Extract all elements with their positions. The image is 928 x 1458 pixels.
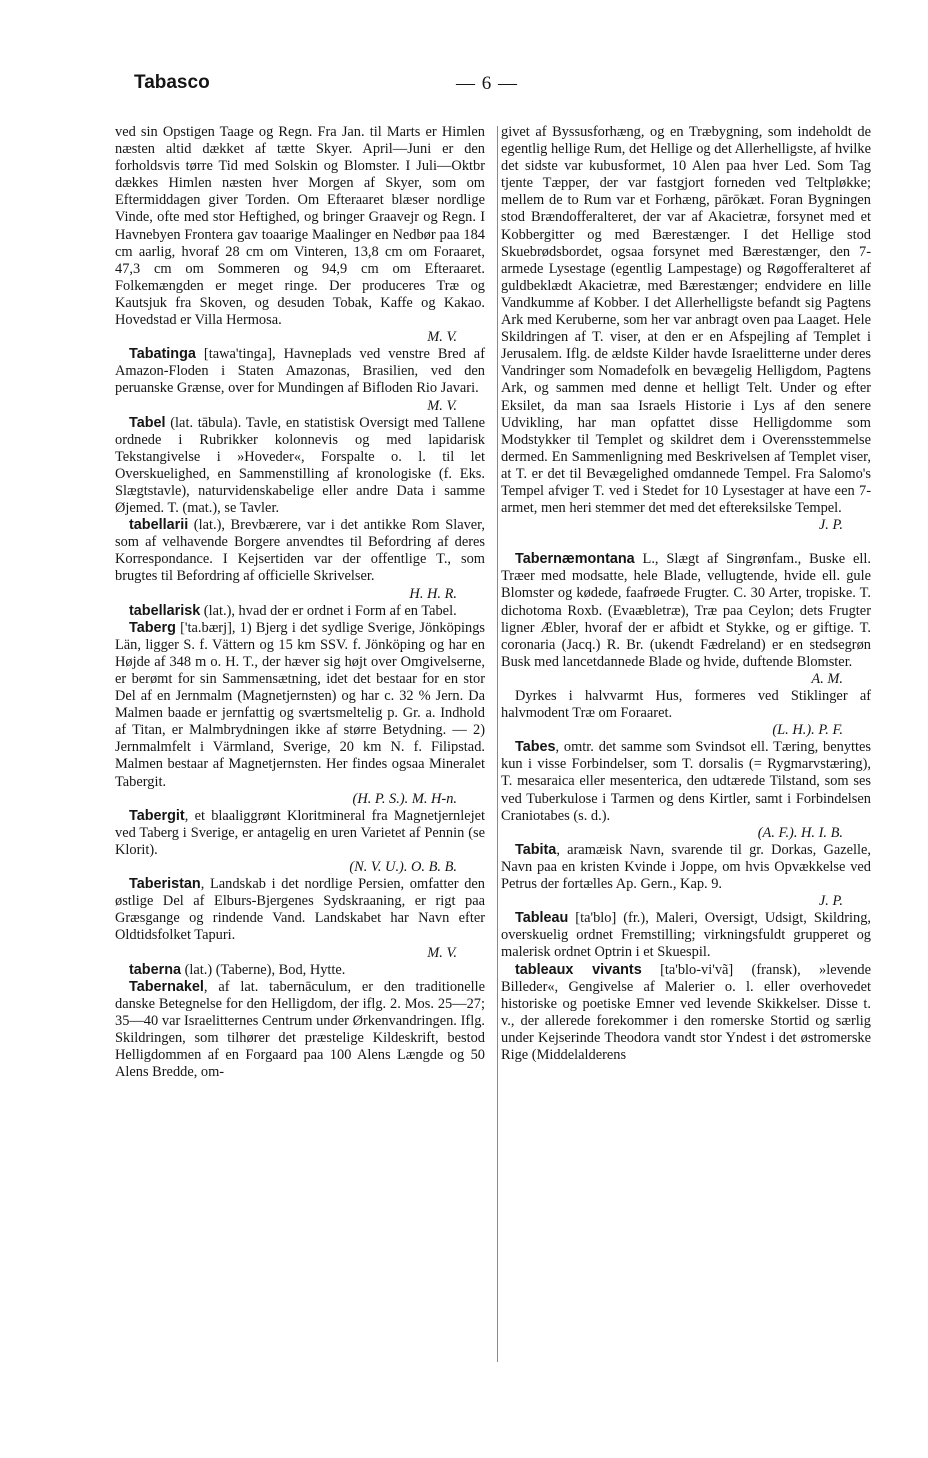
entry-text: [ta'blo-vi'vã] (fransk), »levende Billeder«, Gengivelse af Malerier o. l. eller overhovedet historiske og poetiske Emner ved levende Skikkelser. Disse t. v., der allerede forekommer i den romerske Stortid og særlig under Kejserinde Theodora vandt stor Yndest i det østromerske Rige (Middelalderens <box>501 961 871 1063</box>
author-signature: M. V. <box>427 329 457 346</box>
entry-text: (lat.) (Taberne), Bod, Hytte. <box>180 961 346 978</box>
entry-headword: Tabergit <box>129 807 185 824</box>
column-divider <box>497 126 498 1362</box>
entry-headword: Tableau <box>515 910 569 927</box>
page-title: Tabasco <box>134 72 210 93</box>
entry-text: Dyrkes i halvvarmt Hus, formeres ved Stiklinger af halvmodent Træ om Foraaret. <box>501 688 871 722</box>
entry-text: , Landskab i det nordlige Persien, omfatter den østlige Del af Elburs-Bjergenes Sydskraaning, er rigt paa Græsgange og rindende Vand. Landskabet har Navn efter Oldtidsfolket Tapuri. <box>115 876 485 944</box>
entry-text: ved sin Opstigen Taage og Regn. Fra Jan. til Marts er Himlen næsten altid dækket af tætte Skyer. April—Juni er den forholdsvis tørre Tid med Solskin og Blomster. I Juli—Oktbr dækkes Himlen næsten hver Morgen af Skyer, som om Eftermiddagen giver Torden. Om Efteraaret blæser nordlige Vinde, ofte med stor Heftighed, og bringer Graavejr og Regn. I Havnebyen Frontera gav toaarige Maalinger en Nedbør paa 184 cm aarlig, hvoraf 28 cm om Vinteren, 13,8 cm om Foraaret, 47,3 cm om Sommeren og 94,9 cm om Efteraaret. Folkemængden er meget ringe. Der produceres Træ og Kautsjuk fra Skoven, og desuden Tobak, Kaffe og Kakao. Hovedstad er Villa Hermosa. <box>115 124 485 329</box>
author-signature: (N. V. U.). O. B. B. <box>349 859 457 876</box>
entry-tableaux-vivants <box>501 962 871 1065</box>
entry-tabes <box>501 739 871 824</box>
entry-text: L., Slægt af Singrønfam., Buske ell. Træer med modsatte, hele Blade, vellugtende, hvide ell. gule Blomster og kødede, faafrøede Frugter. C. 30 Arter, tropiske. T. dichotoma Roxb. (Evaæbletræ), Træ paa Ceylon; dets Frugter ligner Æbler, hvoraf der er afbidt et Stykke, og er giftige. T. coronaria (Jacq.) R. Br. (ukendt Fædreland) er en stedsegrøn Busk med lancetdannede Blade og hvide, duftende Blomster. <box>501 551 871 670</box>
entry-text: , omtr. det samme som Svindsot ell. Tæring, benyttes kun i visse Forbindelser, som T. dorsalis (= Rygmarvstæring), T. mesaraica eller mesenterica, den udtærede Tilstand, som ses ved Tuberkulose i Tarmen og dens Kirtler, samt i Forbindelsen Craniotabes (s. d.). <box>501 739 871 824</box>
right-column <box>501 124 871 1064</box>
entry-text: , aramæisk Navn, svarende til gr. Dorkas, Gazelle, Navn paa en kristen Kvinde i Joppe, om hvis Opvækkelse ved Petrus der fortælles Ap. Gern., Kap. 9. <box>501 841 871 893</box>
entry-headword: Tabel <box>129 414 166 431</box>
entry-headword: tableaux vivants <box>515 961 642 978</box>
entry-tabernaemontana-cultivation <box>501 688 871 722</box>
entry-tabernaemontana <box>501 551 871 671</box>
entry-text: , af lat. tabernāculum, er den traditionelle danske Betegnelse for den Helligdom, der iflg. 2. Mos. 25—27; 35—40 var Israelitternes Centrum under Ørkenvandringen. Iflg. Skildringen, som tilhører det præstelige Kildeskrift, bestod Helligdommen af en Forgaard paa 100 Alens Længde og 50 Alens Bredde, om- <box>115 978 485 1081</box>
entry-tabasco-continuation <box>115 124 485 329</box>
entry-text: [tawa'tinga], Havneplads ved venstre Bred af Amazon-Floden i Staten Amazonas, Brasilien, ved den peruanske Grænse, over for Mundingen af Bifloden Rio Javari. <box>115 346 485 397</box>
entry-text: (lat.), Brevbærere, var i det antikke Rom Slaver, som af velhavende Borgere anvendtes til Befordring af deres Korrespondance. I Kejsertiden var der offentlige T., som brugtes til Befordring af officielle Skrivelser. <box>115 517 485 585</box>
entry-headword: taberna <box>129 961 181 978</box>
entry-tabellarii <box>115 517 485 585</box>
entry-text: [ta'blo] (fr.), Maleri, Oversigt, Udsigt, Skildring, overskuelig ordnet Fremstilling; virkningsfuldt grupperet og malerisk ordnet Optrin i et Skuespil. <box>501 910 871 961</box>
author-signature: M. V. <box>427 397 457 414</box>
entry-text: (lat.), hvad der er ordnet i Form af en Tabel. <box>200 602 457 619</box>
entry-text: givet af Byssusforhæng, og en Træbygning, som indeholdt de egentlig hellige Rum, det Hellige og det Allerhelligste, af hvilke det sidste var kubusformet, 10 Alen paa hver Led. Som Tag tjente Tæpper, der var fastgjort forneden ved Teltpløkke; mellem de to Rum var et Forhæng, pārōkæt. Foran Bygningen stod Brændofferalteret, der var af Akacietræ, forsynet med et Kobbergitter og med Bærestænger. I det Hellige stod Skuebrødsbordet, ogsaa forsynet med Bærestænger, den 7-armede Lysestage (egentlig Lampestage) og Røgofferalteret af guldbeklædt Akacietræ, med Bærestænger; endvidere en lille Vandkumme af Kobber. I det Allerhelligste befandt sig Pagtens Ark med Keruberne, som her var anbragt oven paa Laaget. Hele Skildringen af T. viser, at den er en Afspejling af Templet i Jerusalem. Iflg. de ældste Kilder havde Israelitterne under deres Vandringer som Nomadefolk en bevægelig Helligdom, Pagtens Ark, og sammen med denne et helligt Telt. Under og efter Eksilet, da man saa Israels Historie i Lys af den senere Udvikling, har man opfattet disse Helligdomme som Modstykker til Templet og skildret dem i Overensstemmelse dermed. En Sammenligning med Beskrivelsen af Templet viser, at T. er det til Bevægelighed omdannede Tempel. Fra Salomo's Tempel afviger T. ved i Stedet for 10 Lysestager at have een 7-armet, men heri stemmer det med det eftereksilske Tempel. <box>501 124 871 517</box>
entry-tabernakel <box>115 979 485 1082</box>
entry-tabel <box>115 415 485 518</box>
entry-headword: Tabita <box>515 841 557 858</box>
entry-headword: Tabernæmontana <box>515 551 635 568</box>
entry-text: , et blaaliggrønt Kloritmineral fra Magnetjernlejet ved Taberg i Sverige, er antagelig en uren Varietet af Pennin (se Klorit). <box>115 807 485 858</box>
entry-headword: Tabes <box>515 739 556 756</box>
author-signature: (H. P. S.). M. H-n. <box>352 790 457 807</box>
page-number: — 6 — <box>456 73 518 94</box>
author-signature: M. V. <box>427 944 457 961</box>
entry-taberg <box>115 620 485 791</box>
entry-tabatinga <box>115 346 485 397</box>
entry-tabernakel-continuation <box>501 124 871 517</box>
entry-headword: Taberistan <box>129 876 201 893</box>
entry-text: ['ta.bærj], 1) Bjerg i det sydlige Sverige, Jönköpings Län, ligger S. f. Vättern og 15 km SSV. f. Jönköping og har en Højde af 348 m o. H. T., der hæver sig højt over Omgivelserne, er berømt for sin Sammensætning, idet det bestaar for en stor Del af en Jernmalm (Magnetjernsten) og har c. 32 % Jern. Da Malmen baade er jernfattig og sværtsmeltelig p. Gr. a. Indhold af Titan, er Malmbrydningen ikke af større Betydning. — 2) Jernmalmfelt i Värmland, Sverige, 20 km N. f. Filipstad. Malmen bestaar af Magnetjernsten. Her findes ogsaa Mineralet Tabergit. <box>115 619 485 790</box>
entry-tableau <box>501 910 871 961</box>
entry-headword: tabellarisk <box>129 602 201 619</box>
author-signature: H. H. R. <box>409 585 457 602</box>
author-signature: A. M. <box>811 670 843 687</box>
left-column <box>115 124 485 1081</box>
entry-headword: Tabatinga <box>129 346 196 363</box>
entry-tabellarisk <box>115 603 485 620</box>
entry-headword: tabellarii <box>129 517 189 534</box>
entry-headword: Tabernakel <box>129 978 204 995</box>
author-signature: (L. H.). P. F. <box>772 722 843 739</box>
entry-headword: Taberg <box>129 619 176 636</box>
entry-text: (lat. tābula). Tavle, en statistisk Oversigt med Tallene ordnede i Rubrikker kolonnevis og med lapidarisk Tekstangivelse i »Hoveder«, Forspalte o. l. til let Overskuelighed, en Sammenstilling af kronologiske (f. Eks. Slægtstavle), naturvidenskabelige eller andre Data i samme Øjemed. T. (mat.), se Tavler. <box>115 414 485 517</box>
entry-taberistan <box>115 876 485 944</box>
entry-tabita <box>501 842 871 893</box>
author-signature: J. P. <box>818 893 843 910</box>
author-signature: (A. F.). H. I. B. <box>757 824 843 841</box>
entry-taberna <box>115 962 485 979</box>
entry-tabergit <box>115 808 485 859</box>
author-signature: J. P. <box>818 517 843 534</box>
